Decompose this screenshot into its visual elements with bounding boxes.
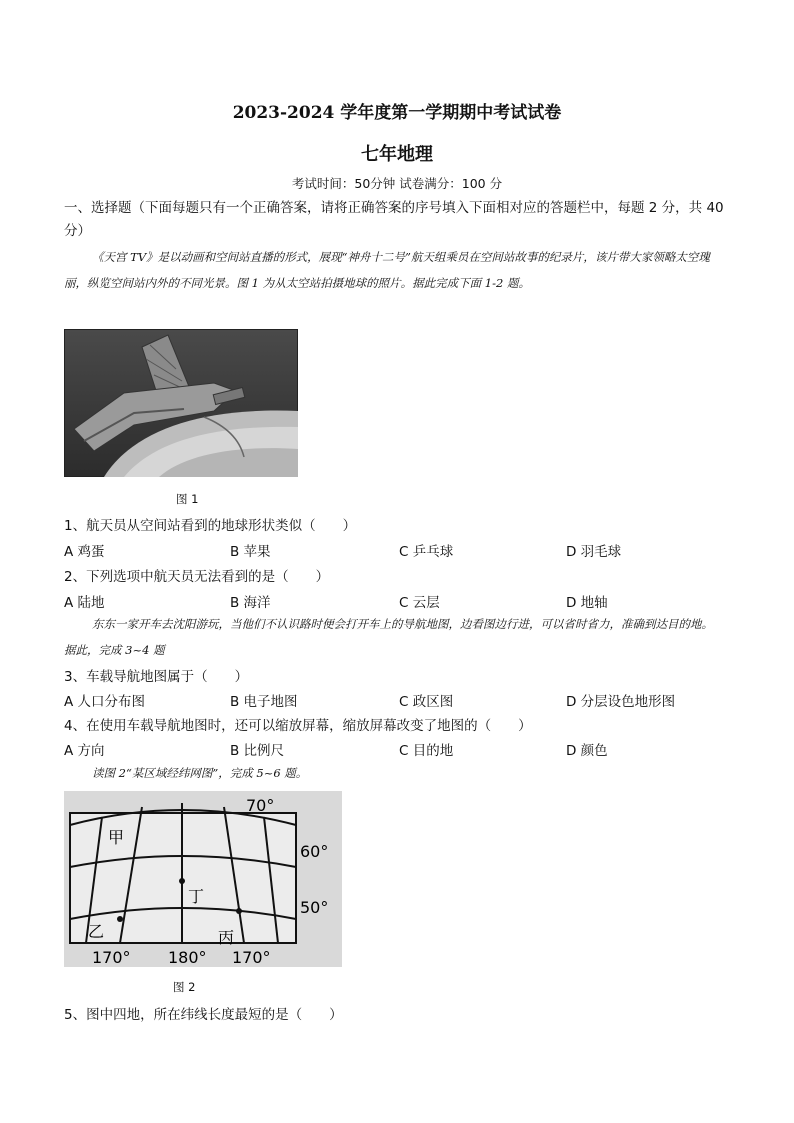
lon-label-170w: 170° (92, 948, 131, 967)
exam-info: 考试时间：50分钟 试卷满分：100 分 (291, 176, 503, 191)
q2-option-a: A 陆地 (64, 595, 105, 611)
q2-option-c: C 云层 (399, 595, 440, 611)
question-5: 5、图中四地，所在纬线长度最短的是（ ） (64, 1007, 343, 1023)
label-yi: 乙 (88, 922, 105, 941)
q3-option-b: B 电子地图 (230, 694, 298, 710)
label-ding: 丁 (188, 887, 205, 906)
q3-option-c: C 政区图 (399, 694, 454, 710)
point-ding (179, 878, 185, 884)
lat-label-70: 70° (246, 796, 275, 815)
figure-1-caption: 图 1 (176, 492, 199, 506)
question-2: 2、下列选项中航天员无法看到的是（ ） (64, 569, 330, 585)
lon-label-170e: 170° (232, 948, 271, 967)
q4-option-d: D 颜色 (566, 743, 608, 759)
exam-title: 2023-2024 学年度第一学期期中考试试卷 (232, 103, 562, 123)
q1-option-d: D 羽毛球 (566, 544, 622, 560)
q4-option-a: A 方向 (64, 743, 105, 759)
q2-option-b: B 海洋 (230, 595, 271, 611)
question-3: 3、车载导航地图属于（ ） (64, 669, 249, 685)
passage-1: 《天宫 TV》是以动画和空间站直播的形式，展现“神舟十二号”航天组乘员在空间站故事的纪录片，该片带大家领略太空瑰丽，纵览空间站内外的不同光景。图 1 为从太空站拍摄地球的照片。据此完成下面 1-2 题。 (64, 250, 710, 290)
point-yi (117, 916, 123, 922)
subject-title: 七年地理 (361, 144, 433, 165)
figure-2-caption: 图 2 (173, 980, 196, 994)
figure-1-photo (64, 329, 298, 477)
passage-2: 东东一家开车去沈阳游玩，当他们不认识路时便会打开车上的导航地图，边看图边行进，可以省时省力，准确到达目的地。据此，完成 3~4 题 (64, 617, 713, 657)
lat-label-60: 60° (300, 842, 329, 861)
q3-option-d: D 分层设色地形图 (566, 694, 676, 710)
figure-2-graticule-map (64, 791, 342, 967)
q4-option-c: C 目的地 (399, 743, 454, 759)
label-bing: 丙 (218, 928, 235, 947)
question-4: 4、在使用车载导航地图时，还可以缩放屏幕，缩放屏幕改变了地图的（ ） (64, 718, 532, 734)
q1-option-a: A 鸡蛋 (64, 544, 105, 560)
section-heading: 一、选择题（下面每题只有一个正确答案，请将正确答案的序号填入下面相对应的答题栏中，每题 2 分，共 40 分） (64, 200, 724, 239)
question-1: 1、航天员从空间站看到的地球形状类似（ ） (64, 518, 357, 534)
lat-label-50: 50° (300, 898, 329, 917)
q3-option-a: A 人口分布图 (64, 694, 146, 710)
q2-option-d: D 地轴 (566, 595, 608, 611)
point-bing (236, 908, 242, 914)
lon-label-180: 180° (168, 948, 207, 967)
q1-option-c: C 乒乓球 (399, 544, 454, 560)
passage-3: 读图 2“某区域经纬网图”，完成 5~6 题。 (92, 766, 308, 780)
q4-option-b: B 比例尺 (230, 743, 285, 759)
label-jia: 甲 (108, 828, 125, 847)
q1-option-b: B 苹果 (230, 544, 271, 560)
